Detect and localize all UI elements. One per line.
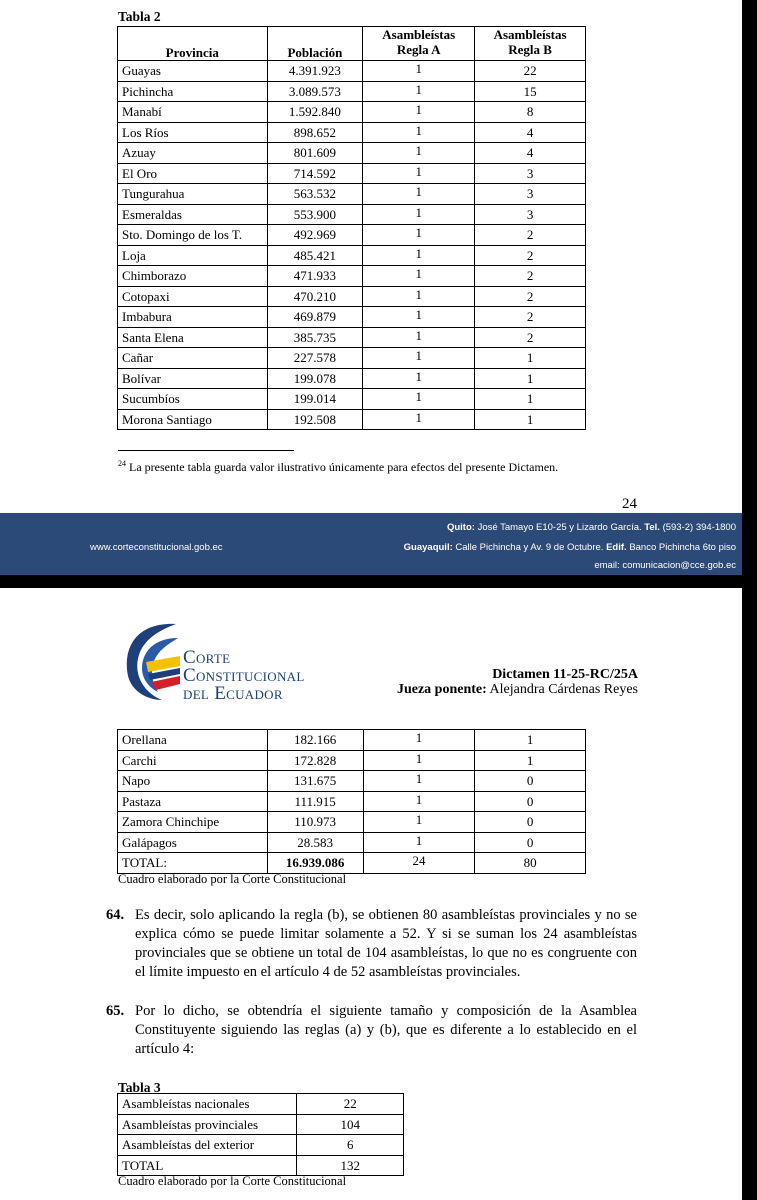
table-row [118, 1094, 404, 1115]
table-row [118, 812, 586, 833]
cell-poblacion: 227.578 [267, 348, 363, 369]
header-regla-a: Asambleístas Regla A [363, 27, 475, 61]
table-row [118, 81, 586, 102]
total-regla-b: 80 [475, 853, 586, 874]
cell-provincia: Orellana [118, 730, 268, 751]
cell-regla-b: 3 [475, 184, 586, 205]
table-2 [117, 26, 586, 430]
cell-provincia: Morona Santiago [118, 409, 268, 430]
table-row [118, 184, 586, 205]
cell-poblacion: 469.879 [267, 307, 363, 328]
cell-poblacion: 470.210 [267, 286, 363, 307]
cell-regla-a: 1 [363, 266, 475, 287]
jueza-ponente: Jueza ponente: Alejandra Cárdenas Reyes [396, 682, 638, 697]
cell-regla-b: 0 [475, 791, 586, 812]
cell-regla-a: 1 [363, 143, 475, 164]
cell-poblacion: 553.900 [267, 204, 363, 225]
table-row [118, 327, 586, 348]
cell-regla-a: 1 [363, 368, 475, 389]
table-row [118, 409, 586, 430]
table-3-caption: Tabla 3 [118, 1080, 161, 1095]
cell-regla-a: 1 [363, 225, 475, 246]
cell-cantidad: 132 [297, 1155, 404, 1176]
header-poblacion: Población [267, 27, 363, 61]
cell-provincia: Guayas [118, 61, 268, 82]
table-row [118, 225, 586, 246]
table-row [118, 122, 586, 143]
footer-email[interactable]: email: comunicacion@cce.gob.ec [594, 560, 736, 571]
cell-cantidad: 104 [297, 1114, 404, 1135]
table-row [118, 143, 586, 164]
cell-poblacion: 199.014 [267, 389, 363, 410]
table-row [118, 61, 586, 82]
cell-regla-b: 3 [475, 204, 586, 225]
table-row [118, 102, 586, 123]
total-row [118, 853, 586, 874]
footer-bar [0, 513, 742, 575]
cell-poblacion: 563.532 [267, 184, 363, 205]
table-row [118, 389, 586, 410]
cell-provincia: Sucumbíos [118, 389, 268, 410]
cell-poblacion: 714.592 [267, 163, 363, 184]
footer-quito: Quito: José Tamayo E10-25 y Lizardo García. Tel. (593-2) 394-1800 [446, 522, 736, 533]
cell-provincia: Chimborazo [118, 266, 268, 287]
cell-regla-b: 1 [475, 730, 586, 751]
cell-regla-b: 0 [475, 771, 586, 792]
cell-regla-a: 1 [363, 122, 475, 143]
cell-regla-b: 4 [475, 143, 586, 164]
court-logo-icon [118, 616, 186, 702]
footer-website[interactable]: www.corteconstitucional.gob.ec [90, 542, 223, 553]
table-2-body [118, 61, 586, 430]
cell-regla-a: 1 [363, 832, 475, 853]
cell-poblacion: 199.078 [267, 368, 363, 389]
cell-poblacion: 385.735 [267, 327, 363, 348]
cell-poblacion: 3.089.573 [267, 81, 363, 102]
cell-poblacion: 1.592.840 [267, 102, 363, 123]
cell-regla-a: 1 [363, 348, 475, 369]
cell-regla-b: 1 [475, 368, 586, 389]
table-row [118, 204, 586, 225]
table-row [118, 1135, 404, 1156]
cell-poblacion: 471.933 [267, 266, 363, 287]
cell-concepto: Asambleístas del exterior [118, 1135, 297, 1156]
cell-provincia: Galápagos [118, 832, 268, 853]
page-number: 24 [622, 496, 637, 512]
table-row [118, 832, 586, 853]
cell-regla-b: 22 [475, 61, 586, 82]
table-row [118, 791, 586, 812]
cell-poblacion: 492.969 [267, 225, 363, 246]
cell-provincia: Manabí [118, 102, 268, 123]
cell-regla-a: 1 [363, 791, 475, 812]
cell-poblacion: 131.675 [267, 771, 363, 792]
court-logo-text: Corte Constitucional del Ecuador [183, 647, 305, 704]
cell-poblacion: 110.973 [267, 812, 363, 833]
footnote [118, 459, 558, 475]
cell-regla-b: 4 [475, 122, 586, 143]
paragraph-64: 64. Es decir, solo aplicando la regla (b), se obtienen 80 asambleístas provinciales y no se explica cómo se puede limitar solamente a 52. Y si se suman los 24 asambleístas provinciales que se obtiene un total de 104 asambleístas, lo que no es congruente con el límite impuesto en el artículo 4 de 52 asambleístas provinciales. [106, 907, 637, 980]
paragraph-65: 65. Por lo dicho, se obtendría el siguiente tamaño y composición de la Asamblea Constituyente siguiendo las reglas (a) y (b), que es diferente a lo establecido en el artículo 4: [106, 1003, 637, 1057]
cell-cantidad: 22 [297, 1094, 404, 1115]
table-row [118, 368, 586, 389]
cell-provincia: Santa Elena [118, 327, 268, 348]
cell-provincia: Cotopaxi [118, 286, 268, 307]
cell-regla-a: 1 [363, 327, 475, 348]
cell-poblacion: 28.583 [267, 832, 363, 853]
table-row [118, 286, 586, 307]
cell-regla-a: 1 [363, 771, 475, 792]
footnote-mark: 24 [118, 459, 126, 468]
cell-provincia: Azuay [118, 143, 268, 164]
cell-regla-a: 1 [363, 184, 475, 205]
total-population: 16.939.086 [267, 853, 363, 874]
cell-poblacion: 172.828 [267, 750, 363, 771]
cell-regla-b: 2 [475, 307, 586, 328]
table-2-source: Cuadro elaborado por la Corte Constitucional [118, 872, 347, 886]
cell-provincia: Los Ríos [118, 122, 268, 143]
cell-provincia: Pichincha [118, 81, 268, 102]
table-row [118, 750, 586, 771]
cell-provincia: Sto. Domingo de los T. [118, 225, 268, 246]
total-regla-a: 24 [363, 853, 475, 874]
cell-poblacion: 192.508 [267, 409, 363, 430]
table-row [118, 307, 586, 328]
table-row [118, 245, 586, 266]
cell-poblacion: 801.609 [267, 143, 363, 164]
table-2-caption: Tabla 2 [118, 9, 161, 24]
table-3-source: Cuadro elaborado por la Corte Constitucional [118, 1174, 347, 1188]
cell-provincia: Bolívar [118, 368, 268, 389]
cell-regla-a: 1 [363, 307, 475, 328]
table-2-continued [117, 729, 586, 874]
cell-poblacion: 898.652 [267, 122, 363, 143]
table-3 [117, 1093, 404, 1176]
table-2-continued-body [118, 730, 586, 853]
total-label: TOTAL: [118, 853, 268, 874]
cell-regla-b: 15 [475, 81, 586, 102]
cell-provincia: Cañar [118, 348, 268, 369]
table-row [118, 771, 586, 792]
cell-regla-b: 2 [475, 266, 586, 287]
header-regla-b: Asambleístas Regla B [475, 27, 586, 61]
cell-regla-b: 2 [475, 245, 586, 266]
cell-provincia: Imbabura [118, 307, 268, 328]
cell-provincia: Esmeraldas [118, 204, 268, 225]
cell-regla-b: 1 [475, 389, 586, 410]
cell-provincia: Pastaza [118, 791, 268, 812]
cell-regla-a: 1 [363, 81, 475, 102]
cell-regla-a: 1 [363, 163, 475, 184]
cell-regla-a: 1 [363, 750, 475, 771]
cell-provincia: Zamora Chinchipe [118, 812, 268, 833]
document-page-24 [0, 0, 742, 575]
cell-poblacion: 182.166 [267, 730, 363, 751]
table-row [118, 163, 586, 184]
cell-regla-a: 1 [363, 102, 475, 123]
cell-provincia: Carchi [118, 750, 268, 771]
cell-regla-a: 1 [363, 204, 475, 225]
table-row [118, 730, 586, 751]
cell-provincia: El Oro [118, 163, 268, 184]
cell-regla-b: 1 [475, 750, 586, 771]
cell-regla-b: 1 [475, 348, 586, 369]
table-row [118, 348, 586, 369]
table-row [118, 1114, 404, 1135]
cell-regla-a: 1 [363, 389, 475, 410]
cell-regla-b: 3 [475, 163, 586, 184]
cell-regla-b: 2 [475, 286, 586, 307]
cell-provincia: Napo [118, 771, 268, 792]
cell-regla-b: 1 [475, 409, 586, 430]
table-row [118, 266, 586, 287]
cell-regla-a: 1 [363, 812, 475, 833]
cell-provincia: Loja [118, 245, 268, 266]
table-row [118, 1155, 404, 1176]
cell-regla-a: 1 [363, 730, 475, 751]
cell-regla-a: 1 [363, 409, 475, 430]
cell-regla-a: 1 [363, 245, 475, 266]
cell-cantidad: 6 [297, 1135, 404, 1156]
cell-regla-b: 0 [475, 832, 586, 853]
footer-guayaquil: Guayaquil: Calle Pichincha y Av. 9 de Octubre. Edif. Banco Pichincha 6to piso [403, 542, 736, 553]
cell-regla-b: 2 [475, 225, 586, 246]
cell-poblacion: 4.391.923 [267, 61, 363, 82]
cell-regla-a: 1 [363, 286, 475, 307]
footnote-rule [118, 450, 294, 451]
cell-provincia: Tungurahua [118, 184, 268, 205]
cell-concepto: Asambleístas provinciales [118, 1114, 297, 1135]
cell-regla-b: 2 [475, 327, 586, 348]
dictamen-number: Dictamen 11-25-RC/25A [492, 667, 638, 682]
cell-regla-b: 0 [475, 812, 586, 833]
footnote-text: La presente tabla guarda valor ilustrativo únicamente para efectos del presente Dictamen. [129, 460, 559, 474]
cell-concepto: Asambleístas nacionales [118, 1094, 297, 1115]
cell-regla-a: 1 [363, 61, 475, 82]
header-provincia: Provincia [118, 27, 268, 61]
cell-concepto: TOTAL [118, 1155, 297, 1176]
cell-poblacion: 111.915 [267, 791, 363, 812]
cell-regla-b: 8 [475, 102, 586, 123]
cell-poblacion: 485.421 [267, 245, 363, 266]
document-page-25 [0, 588, 742, 1200]
